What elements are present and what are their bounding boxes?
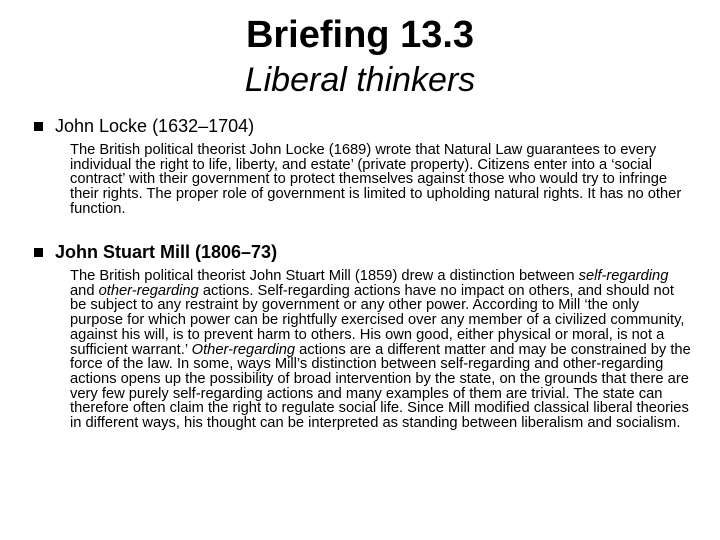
section-john-locke xyxy=(32,115,692,217)
square-bullet-icon xyxy=(34,248,43,257)
body-text-run: The British political theorist John Stuart Mill (1859) drew a distinction between xyxy=(70,268,579,284)
body-text-run: actions. Self-regarding actions have no impact on others, and should not be subject to any restraint by government or any other power. According to Mill ‘the only purpose for which power can be rightfully exercised over any member of a civilized community, against his will, is to prevent harm to others. His own good, either physical or moral, is not a sufficient warrant.’ xyxy=(70,282,685,358)
page-subtitle: Liberal thinkers xyxy=(244,61,476,99)
section-heading xyxy=(32,115,692,137)
body-text-run: actions are a different matter and may be constrained by the force of the law. In some, ways Mill’s distinction between self-regarding and other-regarding actions opens up the possibility of broad intervention by the state, on the grounds that there are very few purely self-regarding actions and many examples of them are trivial. The state can therefore often claim the right to regulate social life. Since Mill modified classical liberal theories in different ways, his thought can be interpreted as standing between liberalism and socialism. xyxy=(70,341,691,432)
section-heading-text: John Stuart Mill (1806–73) xyxy=(55,242,278,262)
italic-term: self-regarding xyxy=(578,268,669,284)
square-bullet-icon xyxy=(34,122,43,131)
section-john-stuart-mill xyxy=(32,241,692,431)
section-body: The British political theorist John Locke (1689) wrote that Natural Law guarantees to every individual the right to life, liberty, and estate’ (private property). Citizens enter into a ‘social contract’ with their government to protect themselves against those who would try to infringe their rights. The proper role of government is limited to upholding natural rights. It has no other function. xyxy=(70,142,682,217)
italic-term: other-regarding xyxy=(98,282,199,299)
page-title: Briefing 13.3 xyxy=(245,14,475,56)
body-text-run: and xyxy=(70,282,99,299)
italic-term: Other-regarding xyxy=(191,341,296,358)
section-body xyxy=(70,269,692,431)
section-heading-text: John Locke (1632–1704) xyxy=(55,116,255,136)
section-heading xyxy=(32,241,692,263)
